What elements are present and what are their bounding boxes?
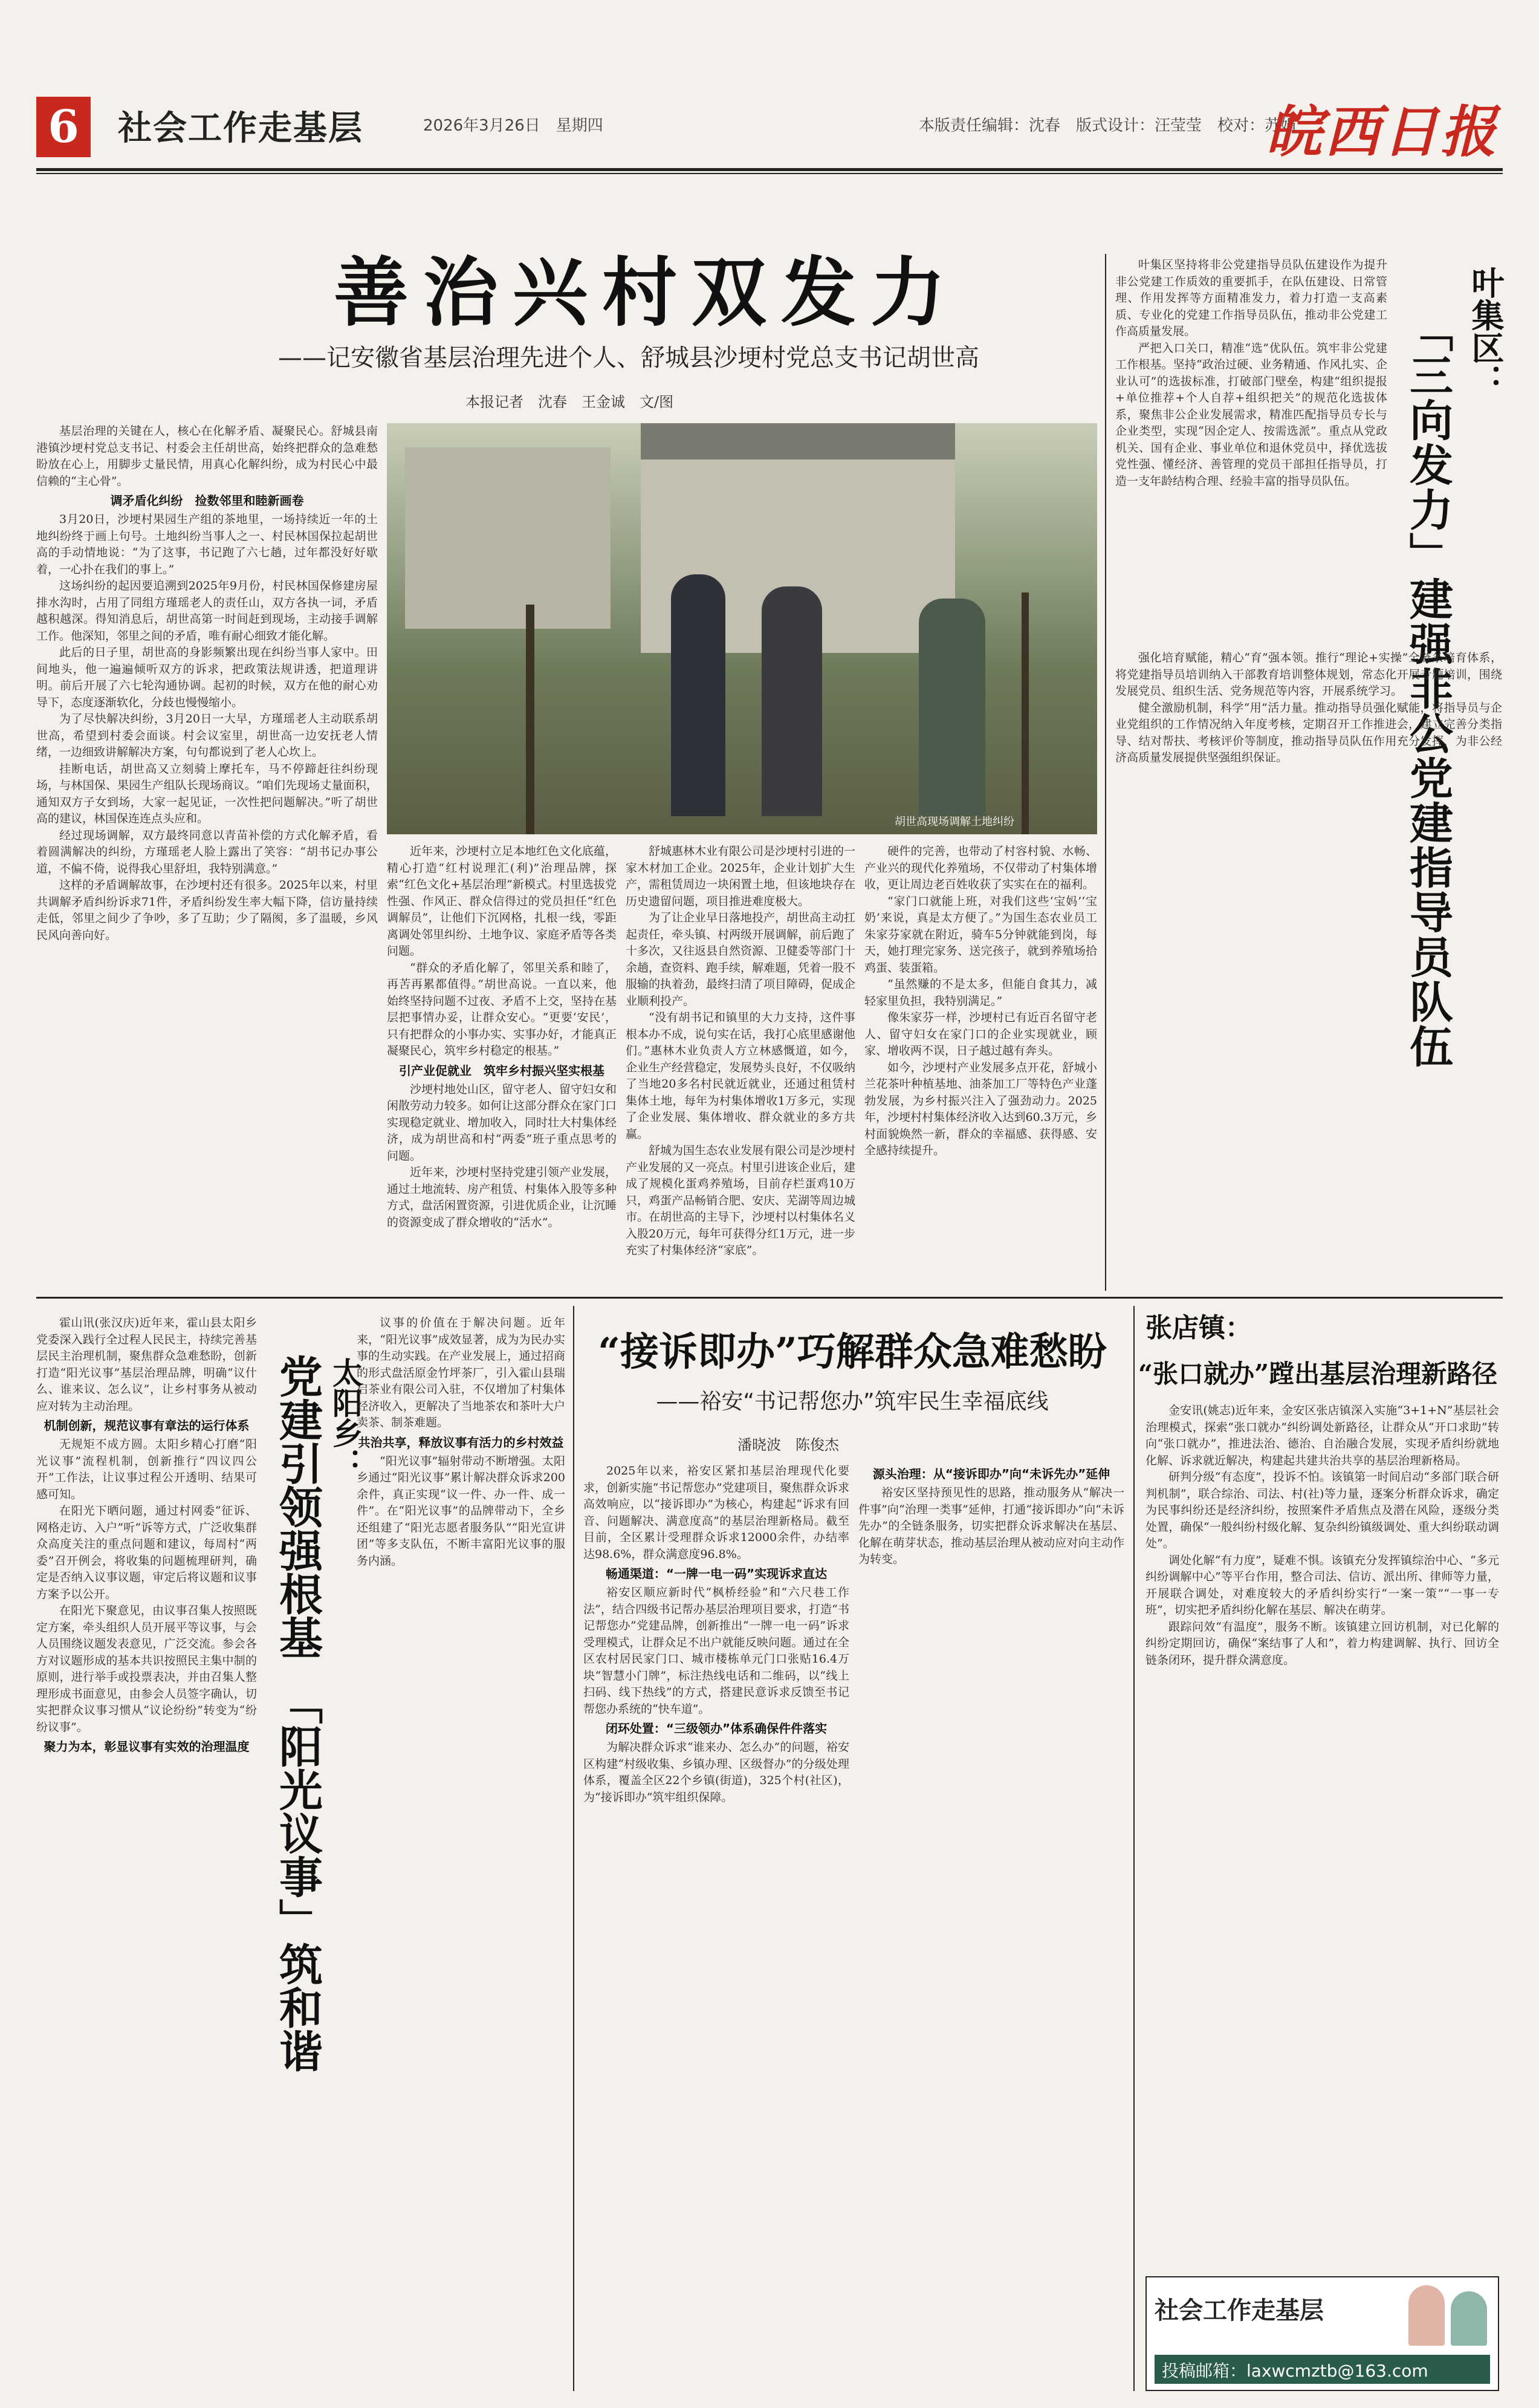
middle-subhead-1: 畅通渠道：“一牌一电一码”实现诉求直达 bbox=[605, 1566, 828, 1581]
main-para: 为了尽快解决纠纷，3月20日一大早，方瑾瑶老人主动联系胡世高，希望到村委会面谈。村会议室里，胡世高一边安抚老人情绪，一边细致讲解解决方案，句句都说到了老人心坎上。 bbox=[36, 712, 378, 759]
yeji-para: 严把入口关口，精准“选”优队伍。筑牢非公党建工作根基。坚持“政治过硬、业务精通、作风扎实、企业认可”的选拔标准，打破部门壁垒，构建“组织提报+单位推荐+个人自荐+组织把关”的规范化选拔体系，聚焦非公企业发展需求，精准匹配指导员专长与企业类型，实现“因企定人、按需选派”。重点从党政机关、国有企业、事业单位和退休党员中，择优选拔党性强、懂经济、善管理的党员干部担任指导员，打造一支年龄结构合理、经验丰富的指导员队伍。 bbox=[1115, 341, 1387, 488]
middle-subhead-3: 源头治理：从“接诉即办”向“未诉先办”延伸 bbox=[872, 1467, 1110, 1481]
photo-person bbox=[919, 599, 985, 816]
main-para: 硬件的完善，也带动了村容村貌、水畅、产业兴的现代化养殖场，不仅带动了村集体增收，更让周边老百姓收获了实实在在的福利。 bbox=[864, 845, 1097, 891]
taiyang-title: 党建引领强根基 「阳光议事」筑和谐 bbox=[272, 1354, 323, 2072]
main-para: 近年来，沙埂村立足本地红色文化底蕴，精心打造“红村说理汇(利)”治理品牌，探索“红色文化+基层治理”新模式。村里选拔党性强、作风正、群众信得过的党员担任“红色调解员”，让他们下沉网格，扎根一线，零距离调处邻里纠纷、土地争议、家庭矛盾等各类问题。 bbox=[387, 845, 617, 958]
main-para: 舒城为国生态农业发展有限公司是沙埂村产业发展的又一亮点。村里引进该企业后，建成了规模化蛋鸡养殖场，目前存栏蛋鸡10万只，鸡蛋产品畅销合肥、安庆、芜湖等周边城市。在胡世高的主导下，沙埂村以村集体名义入股20万元，每年可获得分红1万元，进一步充实了村集体经济“家底”。 bbox=[626, 1144, 855, 1257]
main-subhead-1: 调矛盾化纠纷 捡数邻里和睦新画卷 bbox=[110, 493, 304, 508]
photo-tree bbox=[1022, 592, 1029, 834]
section-title: 社会工作走基层 bbox=[118, 109, 363, 148]
newspaper-masthead: 皖西日报 bbox=[1266, 99, 1499, 164]
photo-roof bbox=[641, 423, 955, 459]
zhangdian-col bbox=[1145, 1403, 1499, 2267]
main-article-byline: 本报记者 沈春 王金诚 文/图 bbox=[465, 394, 674, 411]
main-para: 3月20日，沙埂村果园生产组的茶地里，一场持续近一年的土地纠纷终于画上句号。土地纠纷当事人之一、村民林国保拉起胡世高的手动情地说：“为了这事，书记跑了六七趟，过年都没好好歇着，一心扑在我们的事上。” bbox=[36, 513, 378, 576]
main-para: “群众的矛盾化解了，邻里关系和睦了，再苦再累都值得。”胡世高说。一直以来，他始终坚持问题不过夜、矛盾不上交，坚持在基层把事情办妥，让群众安心。“更要‘安民’，只有把群众的小事办实、实事办好，才能真正凝聚民心，筑牢乡村稳定的根基。” bbox=[387, 961, 617, 1057]
main-article-subtitle: ——记安徽省基层治理先进个人、舒城县沙埂村党总支书记胡世高 bbox=[278, 344, 979, 372]
promo-figure-icon bbox=[1451, 2291, 1487, 2346]
middle-col-1 bbox=[583, 1463, 849, 2391]
main-col-1 bbox=[36, 423, 378, 1288]
main-para: 像朱家芬一样，沙埂村已有近百名留守老人、留守妇女在家门口的企业实现就业，顾家、增收两不误，日子越过越有奔头。 bbox=[864, 1011, 1097, 1057]
main-para: 为了让企业早日落地投产，胡世高主动扛起责任，牵头镇、村两级开展调解，前后跑了十多次，又往返县自然资源、卫健委等部门十余趟，查资料、跑手续，解难题，凭着一股不服输的执着劲，最终扫清了项目障碍，促成企业顺利投产。 bbox=[626, 911, 855, 1008]
middle-col-2 bbox=[858, 1463, 1124, 2391]
header-rule bbox=[36, 168, 1503, 171]
middle-article-title: “接诉即办”巧解群众急难愁盼 bbox=[598, 1329, 1107, 1375]
yeji-para: 健全激励机制，科学“用”活力量。推动指导员强化赋能，将指导员与企业党组织的工作情况纳入年度考核，定期召开工作推进会，建立完善分类指导、结对帮扶、考核评价等制度，推动指导员队伍作用充分发挥，为非公经济高质量发展提供坚强组织保证。 bbox=[1115, 701, 1502, 764]
yeji-title: 「三向发力」建强非公党建指导员队伍 bbox=[1402, 308, 1454, 1069]
middle-para: 2025年以来，裕安区紧扣基层治理现代化要求，创新实施“书记帮您办”党建项目，聚焦群众诉求高效响应，以“接诉即办”为核心，构建起“诉求有回音、问题解决、满意度高”的基层治理新格局。截至目前，全区累计受理群众诉求12000余件，办结率达98.6%，群众满意度96.8%。 bbox=[583, 1464, 849, 1561]
photo-house bbox=[405, 447, 611, 629]
main-para: “家门口就能上班，对我们这些‘宝妈’‘宝奶’来说，真是太方便了。”为国生态农业员工朱家芬家就在附近，骑车5分钟就能到岗，每天，她打理完家务、送完孩子，就到养殖场拾鸡蛋、装蛋箱。 bbox=[864, 894, 1097, 975]
page-number: 6 bbox=[36, 97, 91, 157]
zhangdian-title: “张口就办”蹚出基层治理新路径 bbox=[1138, 1359, 1498, 1389]
middle-para: 裕安区坚持预见性的思路，推动服务从“解决一件事”向“治理一类事”延伸，打通“接诉即办”向“未诉先办”的全链条服务，切实把群众诉求解决在基层、化解在萌芽状态，推动基层治理从被动应对向主动作为转变。 bbox=[858, 1486, 1124, 1566]
yeji-col-2 bbox=[1115, 650, 1502, 1291]
middle-article-byline: 潘晓波 陈俊杰 bbox=[737, 1436, 839, 1453]
photo-person bbox=[762, 586, 822, 816]
main-article-title: 善治兴村双发力 bbox=[333, 249, 960, 337]
taiyang-district: 太阳乡： bbox=[328, 1357, 363, 1478]
zhangdian-para: 调处化解“有力度”，疑难不惧。该镇充分发挥镇综治中心、“多元纠纷调解中心”等平台作用，整合司法、信访、派出所、律师等力量，开展联合调处，对难度较大的矛盾纠纷实行“一案一策”“一事一专班”，切实把矛盾纠纷化解在基层、解决在萌芽。 bbox=[1145, 1553, 1499, 1617]
taiyang-subhead-1: 机制创新，规范议事有章法的运行体系 bbox=[44, 1418, 250, 1433]
header-rule-thin bbox=[36, 173, 1503, 174]
zhangdian-para: 金安讯(姚志)近年来，金安区张店镇深入实施“3+1+N”基层社会治理模式，探索“张口就办”纠纷调处新路径，让群众从“开口求助”转向“张口就办”，推进法治、德治、自治融合发展，实现矛盾纠纷就地化解、诉求就近解决，构建起共建共治共享的基层治理新格局。 bbox=[1145, 1404, 1499, 1467]
submission-email[interactable]: 投稿邮箱：laxwcmztb@163.com bbox=[1162, 2361, 1428, 2381]
photo-caption: 胡世高现场调解土地纠纷 bbox=[895, 816, 1014, 828]
taiyang-para: 霍山讯(张汉庆)近年来，霍山县太阳乡党委深入践行全过程人民民主，持续完善基层民主治理机制，聚焦群众急难愁盼，创新打造“阳光议事”基层治理品牌，明确“议什么、谁来议、怎么议”，让乡村事务从被动应对转为主动治理。 bbox=[36, 1316, 257, 1413]
main-col-4 bbox=[864, 843, 1097, 1288]
zhangdian-para: 跟踪问效“有温度”，服务不断。该镇建立回访机制，对已化解的纠纷定期回访，确保“案结事了人和”，着力构建调解、执行、回访全链条闭环，提升群众满意度。 bbox=[1145, 1620, 1499, 1667]
main-para: 舒城惠林木业有限公司是沙埂村引进的一家木材加工企业。2025年，企业计划扩大生产，需租赁周边一块闲置土地，但该地块存在历史遗留问题，项目推进难度极大。 bbox=[626, 845, 855, 908]
taiyang-subhead-3: 共治共享，释放议事有活力的乡村效益 bbox=[358, 1435, 564, 1450]
yeji-para: 强化培育赋能，精心“育”强本领。推行“理论+实操”全链条培育体系，将党建指导员培训纳入干部教育培训整体规划，常态化开展专题培训，围绕发展党员、组织生活、党务规范等内容，开展系统学习。 bbox=[1115, 651, 1502, 698]
taiyang-para: “阳光议事”辐射带动不断增强。太阳乡通过“阳光议事”累计解决群众诉求200余件，真正实现“议一件、办一件、成一件”。在“阳光议事”的品牌带动下，全乡还组建了“阳光志愿者服务队”“阳光宣讲团”等多支队伍，不断丰富阳光议事的服务内涵。 bbox=[357, 1454, 565, 1568]
zhangdian-district: 张店镇： bbox=[1145, 1313, 1252, 1343]
main-para: 经过现场调解，双方最终同意以青苗补偿的方式化解矛盾，看着圆满解决的纠纷，方瑾瑶老人脸上露出了笑容：“胡书记办事公道，不偏不倚，说得我心里舒坦，我特别满意。” bbox=[36, 828, 378, 875]
column-divider bbox=[1133, 1306, 1135, 2391]
middle-para: 为解决群众诉求“谁来办、怎么办”的问题，裕安区构建“村级收集、乡镇办理、区级督办”的分级处理体系，覆盖全区22个乡镇(街道)，325个村(社区)，为“接诉即办”筑牢组织保障。 bbox=[583, 1741, 849, 1804]
main-para: “没有胡书记和镇里的大力支持，这件事根本办不成，说句实在话，我打心底里感谢他们。”惠林木业负责人方立林感慨道，如今，企业生产经营稳定，发展势头良好，不仅吸纳了当地20多名村民就近就业，还通过租赁村集体土地，每年为村集体增收1万多元，实现了企业发展、集体增收、群众就业的多方共赢。 bbox=[626, 1011, 855, 1141]
main-para: 这场纠纷的起因要追溯到2025年9月份，村民林国保修建房屋排水沟时，占用了同组方瑾瑶老人的责任山，双方各执一词，矛盾越积越深。得知消息后，胡世高第一时间赶到现场，主动接手调解工作。他深知，邻里之间的矛盾，唯有耐心细致才能化解。 bbox=[36, 579, 378, 643]
photo-person bbox=[671, 574, 725, 816]
main-col-3 bbox=[626, 843, 855, 1288]
main-intro: 基层治理的关键在人，核心在化解矛盾、凝聚民心。舒城县南港镇沙埂村党总支书记、村委会主任胡世高，始终把群众的急难愁盼放在心上，用脚步丈量民情，用真心化解纠纷，成为村民心中最信赖的“主心骨”。 bbox=[36, 424, 378, 488]
column-divider bbox=[573, 1306, 574, 2391]
issue-date: 2026年3月26日 星期四 bbox=[423, 117, 603, 135]
section-divider bbox=[36, 1297, 1503, 1299]
main-para: 近年来，沙埂村坚持党建引领产业发展，通过土地流转、房产租赁、村集体入股等多种方式，盘活闲置资源，引进优质企业，让沉睡的资源变成了群众增收的“活水”。 bbox=[387, 1166, 617, 1229]
main-col-2 bbox=[387, 843, 617, 1288]
photo-tree bbox=[526, 605, 534, 834]
main-para: “虽然赚的不是太多，但能自食其力，减轻家里负担，我特别满足。” bbox=[864, 978, 1097, 1008]
taiyang-para: 议事的价值在于解决问题。近年来，“阳光议事”成效显著，成为为民办实事的生动实践。在产业发展上，通过招商的形式盘活原金竹坪茶厂，引入霍山县瑞启茶业有限公司入驻，不仅增加了村集体经济收入，更解决了当地茶农和茶叶大户卖茶、制茶难题。 bbox=[357, 1316, 565, 1429]
yeji-col-1 bbox=[1115, 257, 1387, 644]
taiyang-subhead-2: 聚力为本，彰显议事有实效的治理温度 bbox=[44, 1739, 250, 1754]
main-para: 这样的矛盾调解故事，在沙埂村还有很多。2025年以来，村里共调解矛盾纠纷诉求71件，矛盾纠纷发生率大幅下降，信访量持续走低，邻里之间少了争吵，多了互助；少了隔阂，多了温暖，乡风民风向善向好。 bbox=[36, 878, 378, 942]
middle-subhead-2: 闭环处置：“三级领办”体系确保件件落实 bbox=[605, 1721, 828, 1736]
middle-para: 裕安区顺应新时代“枫桥经验”和“六尺巷工作法”，结合四级书记帮办基层治理项目要求，打造“书记帮您办”党建品牌，创新推出“一牌一电一码”诉求受理模式，让群众足不出户就能反映问题。通过在全区农村居民家门口、城市楼栋单元门口张贴16.4万块“智慧小门牌”，标注热线电话和二维码，以“线上扫码、线下热线”的方式，搭建民意诉求反馈至书记帮您办系统的“快车道”。 bbox=[583, 1586, 849, 1716]
main-para: 此后的日子里，胡世高的身影频繁出现在纠纷当事人家中。田间地头，他一遍遍倾听双方的诉求，把政策法规讲透，把道理讲明。前后开展了六七轮沟通协调。起初的时候，双方在他的耐心劝导下，态度逐渐软化，分歧也慢慢缩小。 bbox=[36, 646, 378, 709]
main-subhead-2: 引产业促就业 筑牢乡村振兴坚实根基 bbox=[399, 1063, 604, 1078]
middle-article-subtitle: ——裕安“书记帮您办”筑牢民生幸福底线 bbox=[656, 1389, 1049, 1414]
taiyang-col-2 bbox=[357, 1315, 565, 2391]
yeji-district: 叶集区： bbox=[1466, 266, 1505, 397]
zhangdian-para: 研判分级“有态度”，投诉不怕。该镇第一时间启动“多部门联合研判机制”，联合综治、司法、村(社)等力量，逐案分析群众诉求，确定为民事纠纷还是经济纠纷，按照案件矛盾焦点及潜在风险，逐级分类处置，确保“一般纠纷村级化解、复杂纠纷镇级调处、重大纠纷联动调处”。 bbox=[1145, 1470, 1499, 1550]
taiyang-para: 在阳光下晒问题，通过村网委“征诉、网格走访、入户”听”诉等方式，广泛收集群众高度关注的重点问题和建议，每周村“两委”召开例会，将收集的问题梳理研判，确定是否纳入议事议题，审定后将议题和议事方案予以公开。 bbox=[36, 1504, 257, 1601]
main-para: 沙埂村地处山区，留守老人、留守妇女和闲散劳动力较多。如何让这部分群众在家门口实现稳定就业、增加收入，同时壮大村集体经济，成为胡世高和村“两委”班子重点思考的问题。 bbox=[387, 1082, 617, 1163]
main-para: 如今，沙埂村产业发展多点开花，舒城小兰花茶叶种植基地、油茶加工厂等特色产业蓬勃发展，为乡村振兴注入了强劲动力。2025年，沙埂村村集体经济收入达到60.3万元，乡村面貌焕然一新，群众的幸福感、获得感、安全感持续提升。 bbox=[864, 1060, 1097, 1157]
main-article-photo bbox=[387, 423, 1097, 834]
taiyang-para: 无规矩不成方圆。太阳乡精心打磨“阳光议事”流程机制，创新推行“四议四公开”工作法，让议事过程公开透明、结果可感可知。 bbox=[36, 1438, 257, 1501]
promo-title: 社会工作走基层 bbox=[1155, 2297, 1324, 2325]
taiyang-para: 在阳光下聚意见，由议事召集人按照既定方案，牵头组织人员开展平等议事，与会人员围绕议题发表意见，广泛交流。参会各方对议题形成的基本共识按照民主集中制的原则，进行举手或投票表决，并由召集人整理形成书面意见，由参会人员签字确认，切实把群众议事习惯从“议论纷纷”转变为“纷纷议事”。 bbox=[36, 1604, 257, 1734]
yeji-para: 叶集区坚持将非公党建指导员队伍建设作为提升非公党建工作质效的重要抓手，在队伍建设、日常管理、作用发挥等方面精准发力，着力打造一支高素质、专业化的党建工作指导员队伍，推动非公党建工作高质量发展。 bbox=[1115, 258, 1387, 338]
editor-credits: 本版责任编辑：沈春 版式设计：汪莹莹 校对：苏娟 bbox=[919, 117, 1297, 135]
main-para: 挂断电话，胡世高又立刻骑上摩托车，马不停蹄赶往纠纷现场，与林国保、果园生产组队长现场商议。“咱们先现场丈量面积，通知双方子女到场，大家一起见证，一次性把问题解决。”听了胡世高的建议，林国保连连点头应和。 bbox=[36, 762, 378, 825]
column-divider bbox=[1105, 254, 1106, 1291]
taiyang-col-1 bbox=[36, 1315, 257, 2391]
promo-figure-icon bbox=[1408, 2285, 1445, 2346]
